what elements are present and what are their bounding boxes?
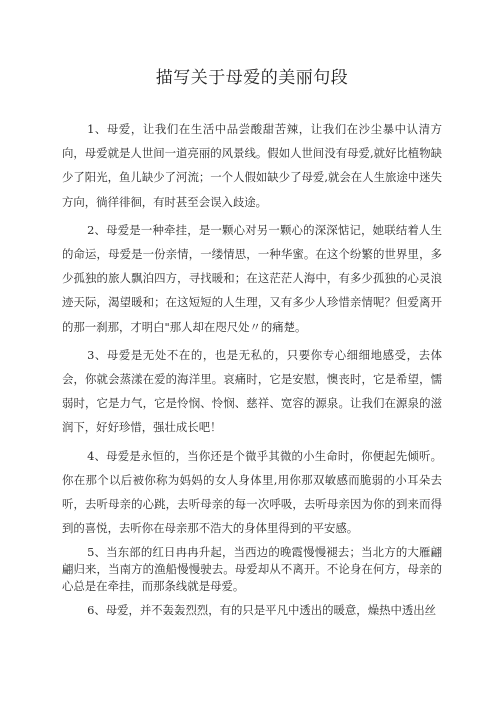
paragraph-3: 3、母爱是无处不在的，也是无私的，只要你专心细细地感受，去体会，你就会蒸漾在爱的海洋里。哀痛时，它是安慰，懊丧时，它是希望，懦弱时，它是力气，它是怜悯、怜悯、慈祥、宽容的源泉。让我们在源泉的滋润下，好好珍惜，强壮成长吧！	[62, 347, 442, 435]
paragraph-2: 2、母爱是一种牵挂，是一颗心对另一颗心的深深惦记，她联结着人生的命运，母爱是一份亲情，一缕情思，一种华蜜。在这个纷繁的世界里，多少孤独的旅人飘泊四方，寻找暖和；在这茫茫人海中，有多少孤独的心灵浪迹天际，渴望暖和；在这短短的人生理，又有多少人珍惜亲情呢？但爱离开的那一刹那，才明白"那人却在咫尺处〃的痛楚。	[62, 222, 442, 334]
paragraph-5: 5、当东部的红日冉冉升起，当西边的晚霞慢慢褪去；当北方的大雁翩翩归来，当南方的渔船慢慢驶去。母爱却从不离开。不论身在何方，母亲的心总是在牵挂，而那条线就是母爱。	[62, 545, 442, 594]
paragraph-6: 6、母爱，并不轰轰烈烈，有的只是平凡中透出的暖意，燥热中透出丝	[87, 603, 437, 618]
paragraph-1: 1、母爱，让我们在生活中品尝酸甜苦辣，让我们在沙尘暴中认清方向，母爱就是人世间一道亮丽的风景线。假如人世间没有母爱,就好比植物缺少了阳光，鱼儿缺少了河流；一个人假如缺少了母爱,就会在人生旅途中迷失方向，徜徉徘徊，有时甚至会误入歧途。	[62, 122, 442, 209]
document-title: 描写关于母爱的美丽句段	[155, 68, 349, 88]
paragraph-4: 4、母爱是永恒的，当你还是个微乎其微的小生命时，你便起先倾听。你在那个以后被你称为妈妈的女人身体里,用你那双敏感而脆弱的小耳朵去听，去听母亲的心跳，去听母亲的每一次呼吸，去听母亲因为你的到来而得到的喜悦，去听你在母亲那不浩大的身体里得到的平安感。	[62, 448, 442, 536]
